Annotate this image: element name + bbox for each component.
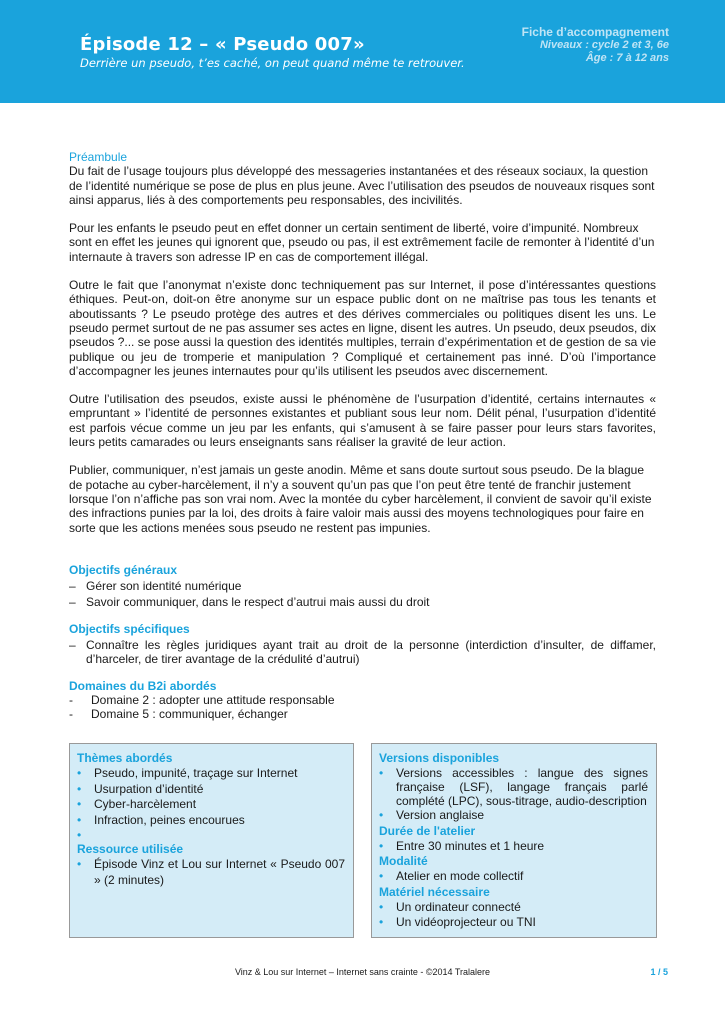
preambule-paragraph: Du fait de l’usage toujours plus développé des messageries instantanées et des réseaux sociaux, la question de l’identité numérique se pose de plus en plus jeune. Avec l’utilisation des pseudos de nouveaux risques sont ainsi apparus, liés à des comportements peu responsables, des incivilités. [69,164,655,207]
versions-heading: Versions disponibles [379,751,500,765]
domaines-b2i-list [69,693,656,722]
materiel-list [379,900,648,931]
list-item: • Épisode Vinz et Lou sur Internet « Pseudo 007 » (2 minutes) [77,857,345,887]
ressource-list [77,857,345,888]
themes-box [69,743,354,938]
list-item: • Version anglaise [379,808,485,822]
objectifs-generaux-heading: Objectifs généraux [69,562,178,577]
domaines-b2i-heading: Domaines du B2i abordés [69,678,217,693]
versions-box [371,743,657,938]
page-number: 1 / 5 [650,967,668,977]
preambule-paragraph: Publier, communiquer, n’est jamais un geste anodin. Même et sans doute surtout sous pseudo. De la blague de potache au cyber-harcèlement, il n’y a souvent qu’un pas que l’on peut être tenté de franchir justement lorsque l’on n’affiche pas son vrai nom. Avec la montée du cyber harcèlement, il convient de savoir qu’il existe des infractions punies par la loi, des droits à faire valoir mais aussi des moyens technologiques pour faire en sorte que les actions menées sous pseudo ne restent pas impunies. [69,463,652,535]
list-item: - Domaine 2 : adopter une attitude responsable [69,692,335,707]
bullet-marker: • [77,766,82,780]
list-item: • Un ordinateur connecté [379,899,521,914]
list-item: • Usurpation d’identité [77,781,204,796]
page-subtitle: Derrière un pseudo, t’es caché, on peut quand même te retrouver. [80,56,465,70]
list-item: • Cyber-harcèlement [77,797,197,811]
list-item: • Atelier en mode collectif [379,869,524,883]
bullet-marker: • [379,838,384,853]
versions-list [379,766,648,824]
list-item: – Savoir communiquer, dans le respect d’autrui mais aussi du droit [69,595,430,610]
themes-list [77,766,345,842]
preambule-paragraph: Pour les enfants le pseudo peut en effet donner un certain sentiment de liberté, voire d’impunité. Nombreux sont en effet les jeunes qui ignorent que, pseudo ou pas, il est extrêmement facile de remonter à l’identité d’un internaute à travers son adresse IP en cas de comportement illégal. [69,221,655,264]
fiche-info [522,26,669,65]
bullet-marker: • [77,857,82,871]
main-content [69,150,656,722]
list-item: - Domaine 5 : communiquer, échanger [69,707,288,722]
header-banner [0,0,725,103]
preambule-paragraph: Outre l’utilisation des pseudos, existe aussi le phénomène de l’usurpation d’identité, certains internautes « empruntant » l’identité de personnes existantes et publiant sous leur nom. Délit pénal, l’usurpation d’identité est parfois vécue comme un jeu par les enfants, qui s’amusent à se faire passer pour leurs stars favorites, leurs petits camarades ou leurs enseignants sans réaliser la gravité de leur action. [69,392,656,450]
bullet-marker: • [77,797,82,811]
preambule-heading: Préambule [69,150,128,164]
dash-marker: - [69,692,73,707]
objectifs-specifiques-list [69,638,656,667]
bullet-marker: • [379,869,384,883]
bullet-marker: • [379,808,384,822]
bullet-marker: • [379,899,384,914]
list-item: • Versions accessibles : langue des signes française (LSF), langage français parlé complété (LPC), sous-titrage, audio-description [379,766,648,808]
ressource-heading: Ressource utilisée [77,842,184,856]
fiche-title: Fiche d’accompagnement [521,25,669,39]
dash-marker: – [69,638,76,653]
list-item: – Gérer son identité numérique [69,579,242,594]
modalite-heading: Modalité [379,854,428,868]
bullet-marker: • [77,781,82,796]
bullet-marker: • [379,766,384,780]
duree-list [379,839,648,855]
dash-marker: - [69,707,73,722]
bullet-marker: • [77,812,82,827]
list-item: • Entre 30 minutes et 1 heure [379,838,545,853]
materiel-heading: Matériel nécessaire [379,884,490,899]
modalite-list [379,869,648,885]
fiche-niveaux: Niveaux : cycle 2 et 3, 6e [539,39,669,51]
preambule-paragraph: Outre le fait que l’anonymat n’existe donc techniquement pas sur Internet, il pose d’intéressantes questions éthiques. Peut-on, doit-on être anonyme sur un espace public dont on ne maîtrise pas tous les tenants et aboutissants ? Le pseudo protège des autres et des dérives commerciales ou politiques disent les uns. Le pseudo permet surtout de ne pas assumer ses actes en ligne, disent les autres. Un pseudo, deux pseudos, dix pseudos ?... se pose aussi la question des identités multiples, terrain d’expérimentation et de gestion de sa vie publique ou jeu de tromperie et manipulation ? Compliqué et certainement pas inné. D’où l’importance d’accompagner les jeunes internautes pour qu’ils utilisent les pseudos avec discernement. [69,278,657,378]
bullet-marker: • [77,828,82,842]
list-item: • Pseudo, impunité, traçage sur Internet [77,766,298,780]
fiche-age: Âge : 7 à 12 ans [585,52,669,64]
list-item: • Infraction, peines encourues [77,812,245,827]
objectifs-generaux-list [69,579,656,610]
dash-marker: – [69,595,76,610]
dash-marker: – [69,579,76,594]
objectifs-specifiques-heading: Objectifs spécifiques [69,621,190,636]
list-item: • Un vidéoprojecteur ou TNI [379,915,536,929]
duree-heading: Durée de l'atelier [379,823,476,838]
footer-text: Vinz & Lou sur Internet – Internet sans crainte - ©2014 Tralalere [234,967,491,977]
list-item: – Connaître les règles juridiques ayant trait au droit de la personne (interdiction d’insulter, de diffamer, d’harceler, de tirer avantage de la crédulité d’autrui) [69,638,656,667]
themes-heading: Thèmes abordés [77,751,173,765]
bullet-marker: • [379,915,384,929]
page-title: Épisode 12 – « Pseudo 007» [80,34,365,55]
list-item [77,828,345,842]
